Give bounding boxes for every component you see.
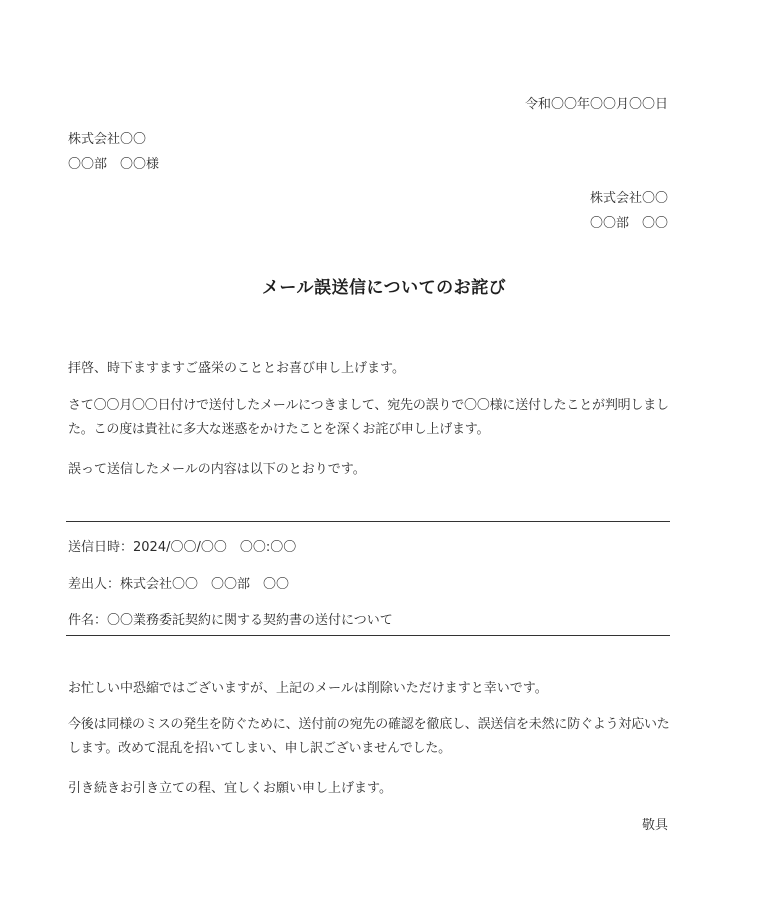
delete-request-paragraph: お忙しい中恐縮ではございますが、上記のメールは削除いただけますと幸いです。 <box>68 681 548 696</box>
greeting-paragraph: 拝啓、時下ますますご盛栄のこととお喜び申し上げます。 <box>68 361 405 376</box>
recipient-company: 株式会社〇〇 <box>68 132 147 147</box>
detail-subject: 件名：〇〇業務委託契約に関する契約書の送付について <box>68 613 393 628</box>
details-bottom-rule <box>66 635 670 636</box>
sender-company: 株式会社〇〇 <box>589 191 668 206</box>
letter-title: メール誤送信についてのお詫び <box>261 278 507 298</box>
detail-from: 差出人：株式会社〇〇 〇〇部 〇〇 <box>68 577 290 592</box>
content-intro-paragraph: 誤って送信したメールの内容は以下のとおりです。 <box>68 462 366 477</box>
sign-off: 敬具 <box>641 818 668 833</box>
recipient-person: 〇〇部 〇〇様 <box>68 157 160 172</box>
details-top-rule <box>66 521 670 522</box>
closing-paragraph: 引き続きお引き立ての程、宜しくお願い申し上げます。 <box>68 781 392 796</box>
sender-person: 〇〇部 〇〇 <box>589 216 668 231</box>
letter-date: 令和〇〇年〇〇月〇〇日 <box>524 97 668 112</box>
prevention-paragraph: 今後は同様のミスの発生を防ぐために、送付前の宛先の確認を徹底し、誤送信を未然に防ぐよう対応いたします。改めて混乱を招いてしまい、申し訳ございませんでした。 <box>68 717 670 756</box>
apology-paragraph: さて〇〇月〇〇日付けで送付したメールにつきまして、宛先の誤りで〇〇様に送付したことが判明しました。この度は貴社に多大な迷惑をかけたことを深くお詫び申し上げます。 <box>68 398 669 437</box>
detail-sent-datetime: 送信日時：2024/〇〇/〇〇 〇〇:〇〇 <box>68 540 297 555</box>
